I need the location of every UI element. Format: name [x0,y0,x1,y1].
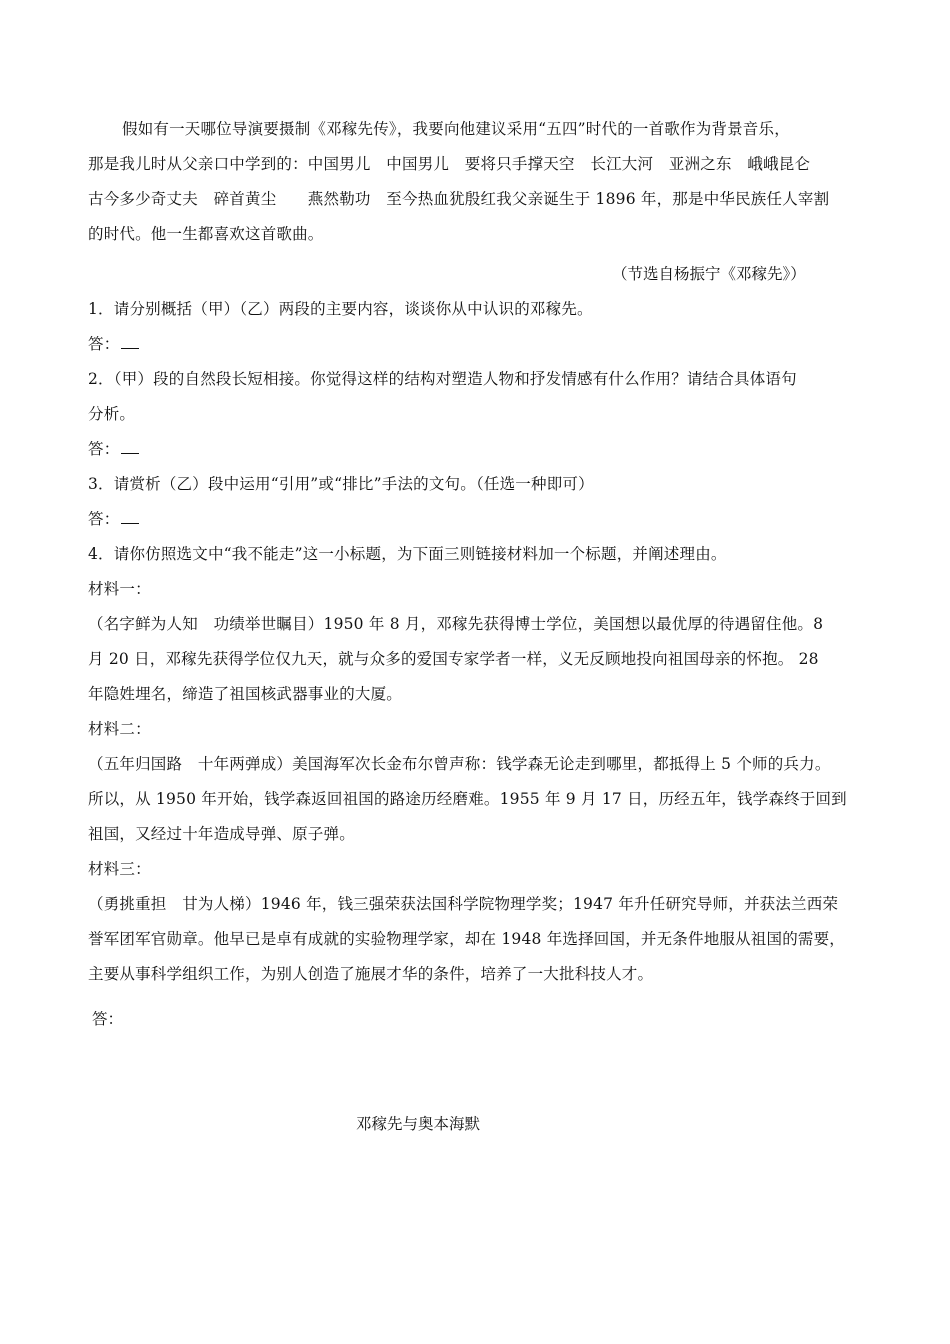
answer-label: 答： [88,510,120,528]
answer-1 [88,333,139,355]
passage-line: 的时代。他一生都喜欢这首歌曲。 [88,225,324,243]
material-2-line: 所以，从 1950 年开始，钱学森返回祖国的路途历经磨难。1955 年 9 月 17 日，历经五年，钱学森终于回到 [88,790,847,808]
material-1-label: 材料一： [88,580,151,598]
answer-blank [121,334,139,349]
material-2-line: 祖国，又经过十年造成导弹、原子弹。 [88,825,355,843]
material-1-line: （名字鲜为人知 功绩举世瞩目）1950 年 8 月，邓稼先获得博士学位，美国想以最优厚的待遇留住他。8 [88,615,824,633]
question-2: 2．（甲）段的自然段长短相接。你觉得这样的结构对塑造人物和抒发情感有什么作用？请结合具体语句 [88,370,797,388]
passage-source: （节选自杨振宁《邓稼先》） [612,265,806,283]
material-2-label: 材料二： [88,720,151,738]
passage-line: 那是我儿时从父亲口中学到的：中国男儿 中国男儿 要将只手撑天空 长江大河 亚洲之东 峨峨昆仑 [88,155,811,173]
answer-label: 答： [88,440,120,458]
answer-2 [88,438,139,460]
material-2-line: （五年归国路 十年两弹成）美国海军次长金布尔曾声称：钱学森无论走到哪里，都抵得上 5 个师的兵力。 [88,755,831,773]
answer-blank [121,509,139,524]
answer-4-label: 答： [92,1010,124,1028]
answer-label: 答： [88,335,120,353]
question-4: 4．请你仿照选文中“我不能走”这一小标题，为下面三则链接材料加一个标题，并阐述理由。 [88,545,727,563]
material-3-label: 材料三： [88,860,151,878]
material-3-line: 主要从事科学组织工作，为别人创造了施展才华的条件，培养了一大批科技人才。 [88,965,654,983]
material-3-line: （勇挑重担 甘为人梯）1946 年，钱三强荣获法国科学院物理学奖；1947 年升任研究导师，并获法兰西荣 [88,895,839,913]
question-1: 1．请分别概括（甲）（乙）两段的主要内容，谈谈你从中认识的邓稼先。 [88,300,593,318]
question-2-cont: 分析。 [88,405,136,423]
answer-3 [88,508,139,530]
passage-line: 古今多少奇丈夫 碎首黄尘 燕然勒功 至今热血犹殷红我父亲诞生于 1896 年，那是中华民族任人宰割 [88,190,830,208]
answer-blank [121,439,139,454]
question-3: 3．请赏析（乙）段中运用“引用”或“排比”手法的文句。（任选一种即可） [88,475,594,493]
material-3-line: 誉军团军官勋章。他早已是卓有成就的实验物理学家，却在 1948 年选择回国，并无条件地服从祖国的需要， [88,930,846,948]
passage-line: 假如有一天哪位导演要摄制《邓稼先传》，我要向他建议采用“五四”时代的一首歌作为背景音乐， [122,120,790,138]
material-1-line: 月 20 日，邓稼先获得学位仅九天，就与众多的爱国专家学者一样，义无反顾地投向祖国母亲的怀抱。 28 [88,650,819,668]
next-section-title: 邓稼先与奥本海默 [356,1115,481,1133]
material-1-line: 年隐姓埋名，缔造了祖国核武器事业的大厦。 [88,685,403,703]
